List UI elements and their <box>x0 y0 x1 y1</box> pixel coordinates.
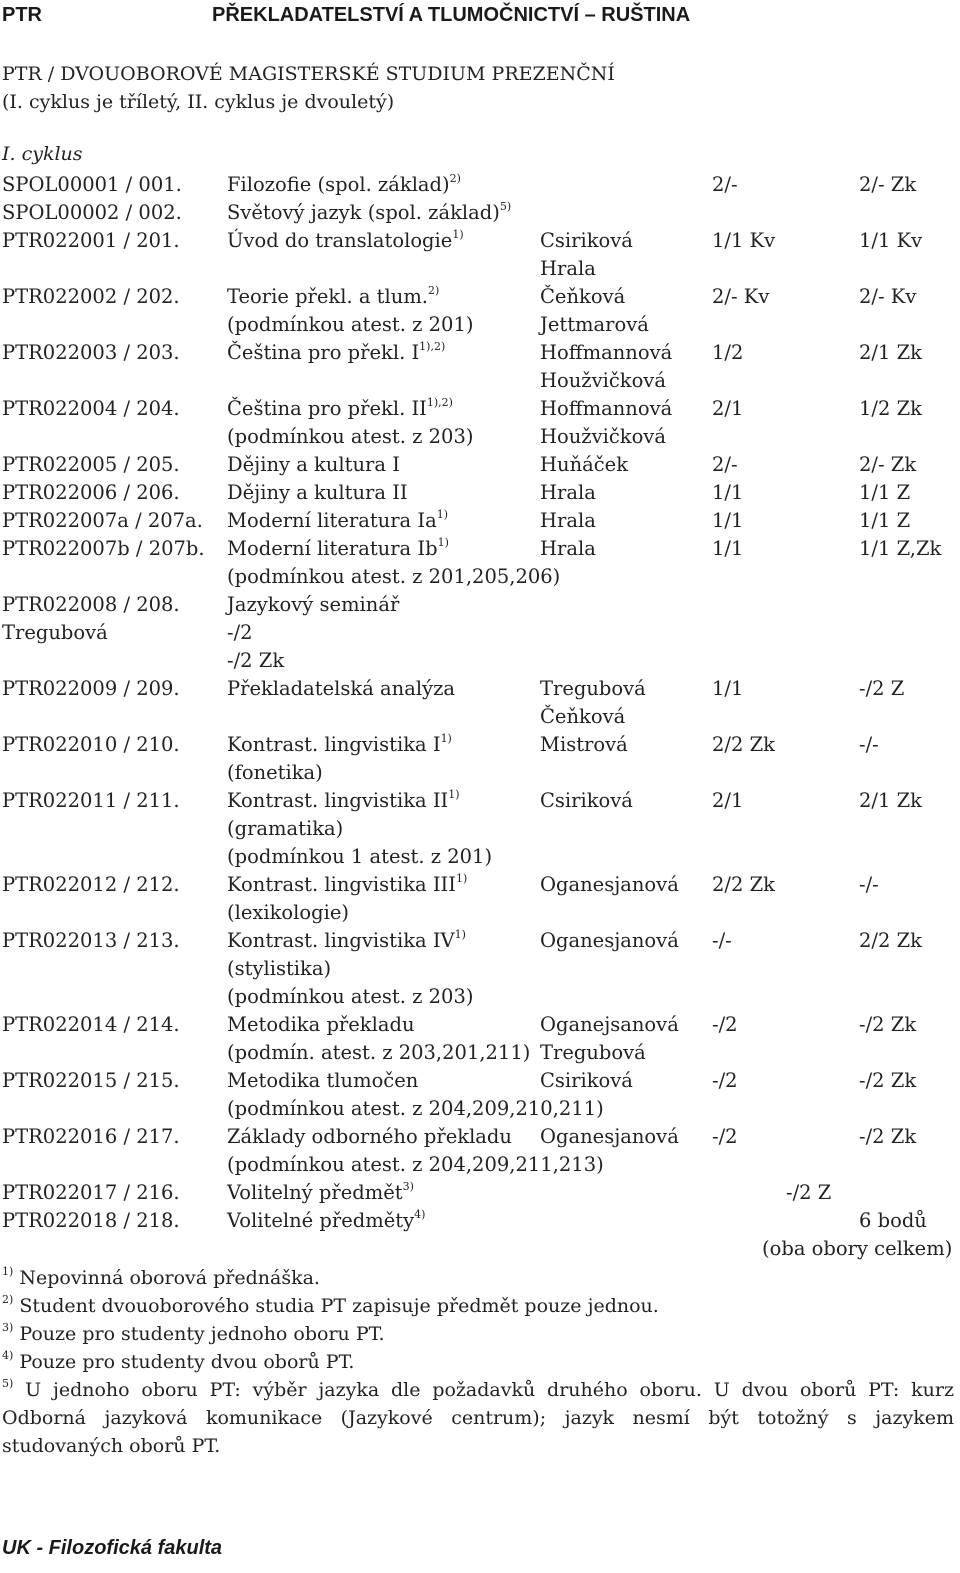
course-subject <box>227 1207 425 1235</box>
course-subject <box>227 731 452 759</box>
page-footer: UK - Filozofická fakulta <box>2 1537 223 1559</box>
course-code: SPOL00001 / 001. <box>2 173 182 196</box>
course-code: PTR022014 / 214. <box>2 1013 180 1036</box>
course-subject <box>227 451 400 479</box>
subject-text: (fonetika) <box>227 761 323 784</box>
footnote-mark: 2) <box>449 172 461 185</box>
table-row <box>2 983 960 1011</box>
table-row <box>2 171 960 199</box>
subject-text: Dějiny a kultura II <box>227 481 408 504</box>
teacher: Csiriková <box>540 229 633 252</box>
footnote-mark: 4) <box>2 1349 14 1362</box>
course-subject <box>227 983 473 1011</box>
subject-text: (podmínkou atest. z 204,209,210,211) <box>227 1097 604 1120</box>
summer-hours: -/2 Zk <box>859 1013 917 1036</box>
summer-hours: 1/1 Z <box>859 481 911 504</box>
course-code: PTR022003 / 203. <box>2 341 180 364</box>
course-code: PTR022013 / 213. <box>2 929 180 952</box>
elective-points: 6 bodů <box>859 1209 927 1232</box>
elective-note: (oba obory celkem) <box>762 1237 953 1260</box>
table-row-note <box>2 1235 960 1263</box>
footnotes <box>2 1264 954 1460</box>
winter-hours: -/2 <box>712 1013 738 1036</box>
subject-text: -/2 <box>227 621 253 644</box>
table-row <box>2 899 960 927</box>
table-row <box>2 423 960 451</box>
header-code: PTR <box>2 4 42 26</box>
teacher: Mistrová <box>540 733 628 756</box>
subject-text: (podmínkou atest. z 203) <box>227 985 474 1008</box>
course-code: PTR022004 / 204. <box>2 397 180 420</box>
footnote-mark: 2) <box>428 284 440 297</box>
course-code: PTR022011 / 211. <box>2 789 180 812</box>
teacher: Oganejsanová <box>540 1013 679 1036</box>
course-subject <box>227 1123 512 1151</box>
winter-hours: 2/1 <box>712 789 744 812</box>
table-row <box>2 339 960 367</box>
teacher: Houžvičková <box>540 369 666 392</box>
footnote-mark: 3) <box>402 1180 414 1193</box>
teacher: Hrala <box>540 257 596 280</box>
footnote-text: Student dvouoborového studia PT zapisuje předmět pouze jednou. <box>19 1295 659 1317</box>
elective-hours: -/2 Z <box>786 1181 832 1204</box>
teacher: Oganesjanová <box>540 1125 679 1148</box>
table-row <box>2 1067 960 1095</box>
course-subject <box>227 955 331 983</box>
course-subject <box>227 535 449 563</box>
header-title: PŘEKLADATELSTVÍ A TLUMOČNICTVÍ – RUŠTINA <box>212 4 691 26</box>
course-code: PTR022001 / 201. <box>2 229 180 252</box>
table-row <box>2 619 960 647</box>
footnote-mark: 5) <box>2 1377 14 1390</box>
winter-hours: 1/1 Kv <box>712 229 776 252</box>
subject-text: Světový jazyk (spol. základ) <box>227 201 500 224</box>
table-row <box>2 367 960 395</box>
winter-hours: 1/1 <box>712 481 744 504</box>
course-subject <box>227 311 473 339</box>
course-subject <box>227 871 467 899</box>
table-row <box>2 1123 960 1151</box>
course-subject <box>227 227 464 255</box>
table-row <box>2 731 960 759</box>
course-code: PTR022006 / 206. <box>2 481 180 504</box>
subject-text: Volitelný předmět <box>227 1181 403 1204</box>
course-subject <box>227 1151 604 1179</box>
subtitle-line-2: (I. cyklus je tříletý, II. cyklus je dvouletý) <box>2 91 395 113</box>
footnote-mark: 1) <box>454 928 466 941</box>
footnote-mark: 1),2) <box>419 340 446 353</box>
summer-hours: 2/2 Zk <box>859 929 922 952</box>
course-subject <box>227 675 455 703</box>
subject-text: (podmínkou atest. z 204,209,211,213) <box>227 1153 604 1176</box>
subject-text: Základy odborného překladu <box>227 1125 512 1148</box>
winter-hours: 2/- Kv <box>712 285 770 308</box>
footnote <box>2 1264 954 1292</box>
course-subject <box>227 339 445 367</box>
table-row <box>2 759 960 787</box>
table-row <box>2 451 960 479</box>
course-subject <box>227 1067 418 1095</box>
teacher: Huňáček <box>540 453 629 476</box>
course-code: SPOL00002 / 002. <box>2 201 182 224</box>
course-subject <box>227 787 460 815</box>
teacher: Oganesjanová <box>540 873 679 896</box>
summer-hours: 2/1 Zk <box>859 789 922 812</box>
footnote-mark: 1) <box>2 1265 14 1278</box>
program-subtitle <box>2 60 615 116</box>
subject-text: Dějiny a kultura I <box>227 453 400 476</box>
summer-hours: 2/1 Zk <box>859 341 922 364</box>
table-row <box>2 311 960 339</box>
summer-hours: -/- <box>859 733 879 756</box>
table-row <box>2 927 960 955</box>
subject-text: Kontrast. lingvistika IV <box>227 929 455 952</box>
table-row <box>2 1095 960 1123</box>
course-code: PTR022012 / 212. <box>2 873 180 896</box>
course-subject <box>227 283 439 311</box>
teacher: Tregubová <box>540 1041 646 1064</box>
summer-hours: 1/1 Kv <box>859 229 923 252</box>
summer-hours: -/2 Zk <box>859 1069 917 1092</box>
summer-hours: 1/1 Z,Zk <box>859 537 942 560</box>
subject-text: -/2 Zk <box>227 649 285 672</box>
subject-text: Metodika překladu <box>227 1013 415 1036</box>
table-row-volitelne <box>2 1207 960 1235</box>
footnote-mark: 1) <box>440 732 452 745</box>
table-row <box>2 283 960 311</box>
subject-text: Volitelné předměty <box>227 1209 415 1232</box>
teacher: Houžvičková <box>540 425 666 448</box>
course-code: PTR022005 / 205. <box>2 453 180 476</box>
course-subject <box>227 899 349 927</box>
table-row-volitelny <box>2 1179 960 1207</box>
subject-text: Úvod do translatologie <box>227 229 453 252</box>
footnote-mark: 5) <box>499 200 512 213</box>
subject-text: Moderní literatura Ib <box>227 537 438 560</box>
winter-hours: 1/1 <box>712 677 744 700</box>
course-code: PTR022017 / 216. <box>2 1181 180 1204</box>
table-row <box>2 955 960 983</box>
winter-hours: -/2 <box>712 1125 738 1148</box>
course-code: Tregubová <box>2 621 108 644</box>
course-subject <box>227 759 323 787</box>
course-subject <box>227 927 466 955</box>
footnote-text: Nepovinná oborová přednáška. <box>19 1267 320 1289</box>
table-row <box>2 395 960 423</box>
course-table <box>2 171 960 1263</box>
winter-hours: 2/2 Zk <box>712 733 775 756</box>
teacher: Hrala <box>540 509 596 532</box>
table-row <box>2 703 960 731</box>
table-row <box>2 815 960 843</box>
subject-text: (podmínkou atest. z 201,205,206) <box>227 565 561 588</box>
table-row <box>2 1151 960 1179</box>
table-row <box>2 787 960 815</box>
table-row <box>2 227 960 255</box>
footnote-text: U jednoho oboru PT: výběr jazyka dle požadavků druhého oboru. U dvou oborů PT: kurz Odborná jazyková komunikace (Jazykové centrum); jazyk nesmí být totožný s jazykem studovaných oborů PT. <box>2 1379 954 1457</box>
teacher: Tregubová <box>540 677 646 700</box>
footnote-mark: 1) <box>436 508 449 521</box>
subject-text: Kontrast. lingvistika III <box>227 873 456 896</box>
course-code: PTR022008 / 208. <box>2 593 180 616</box>
teacher: Csiriková <box>540 789 633 812</box>
teacher: Čeňková <box>540 285 626 308</box>
subject-text: (lexikologie) <box>227 901 350 924</box>
course-subject <box>227 1039 530 1067</box>
subject-text: (podmínkou atest. z 201) <box>227 313 474 336</box>
course-subject <box>227 507 448 535</box>
subject-text: Teorie překl. a tlum. <box>227 285 429 308</box>
footnote-mark: 1),2) <box>426 396 453 409</box>
subject-text: (podmín. atest. z 203,201,211) <box>227 1041 531 1064</box>
summer-hours: 2/- Kv <box>859 285 917 308</box>
teacher: Hoffmannová <box>540 341 673 364</box>
footnote-mark: 1) <box>448 788 460 801</box>
footnote-mark: 3) <box>2 1321 14 1334</box>
teacher: Jettmarová <box>540 313 649 336</box>
table-row <box>2 563 960 591</box>
course-subject <box>227 1179 414 1207</box>
table-row <box>2 507 960 535</box>
course-subject <box>227 647 284 675</box>
course-subject <box>227 843 492 871</box>
winter-hours: -/- <box>712 929 732 952</box>
footnote <box>2 1376 954 1460</box>
summer-hours: -/2 Z <box>859 677 905 700</box>
footnote-mark: 1) <box>452 228 464 241</box>
subject-text: Překladatelská analýza <box>227 677 455 700</box>
winter-hours: 2/1 <box>712 397 744 420</box>
course-code: PTR022002 / 202. <box>2 285 180 308</box>
course-code: PTR022018 / 218. <box>2 1209 180 1232</box>
table-row <box>2 479 960 507</box>
teacher: Hoffmannová <box>540 397 673 420</box>
footnote-mark: 1) <box>437 536 449 549</box>
subject-text: Čeština pro překl. II <box>227 397 427 420</box>
winter-hours: 1/1 <box>712 537 744 560</box>
footnote-mark: 4) <box>414 1208 426 1221</box>
subject-text: (gramatika) <box>227 817 344 840</box>
teacher: Oganesjanová <box>540 929 679 952</box>
subject-text: Metodika tlumočen <box>227 1069 419 1092</box>
course-subject <box>227 423 473 451</box>
teacher: Čeňková <box>540 705 626 728</box>
winter-hours: 1/2 <box>712 341 744 364</box>
table-row <box>2 255 960 283</box>
teacher: Hrala <box>540 537 596 560</box>
footnote-text: Pouze pro studenty jednoho oboru PT. <box>19 1323 385 1345</box>
footnote <box>2 1348 954 1376</box>
subject-text: (podmínkou atest. z 203) <box>227 425 474 448</box>
table-row <box>2 871 960 899</box>
subject-text: Moderní literatura Ia <box>227 509 437 532</box>
summer-hours: 2/- Zk <box>859 453 917 476</box>
table-row <box>2 199 960 227</box>
subject-text: Čeština pro překl. I <box>227 341 420 364</box>
table-row <box>2 647 960 675</box>
summer-hours: 1/2 Zk <box>859 397 922 420</box>
course-subject <box>227 1011 415 1039</box>
subject-text: (stylistika) <box>227 957 332 980</box>
winter-hours: -/2 <box>712 1069 738 1092</box>
summer-hours: 1/1 Z <box>859 509 911 532</box>
subject-text: Jazykový seminář <box>227 593 400 616</box>
table-row <box>2 1011 960 1039</box>
winter-hours: 2/2 Zk <box>712 873 775 896</box>
teacher: Hrala <box>540 481 596 504</box>
cycle-label: I. cyklus <box>2 143 83 165</box>
winter-hours: 2/- <box>712 173 738 196</box>
subtitle-line-1: PTR / DVOUOBOROVÉ MAGISTERSKÉ STUDIUM PREZENČNÍ <box>2 63 615 85</box>
course-code: PTR022007b / 207b. <box>2 537 205 560</box>
footnote <box>2 1320 954 1348</box>
course-subject <box>227 563 560 591</box>
course-subject <box>227 171 461 199</box>
subject-text: (podmínkou 1 atest. z 201) <box>227 845 493 868</box>
course-code: PTR022007a / 207a. <box>2 509 203 532</box>
course-code: PTR022010 / 210. <box>2 733 180 756</box>
teacher: Csiriková <box>540 1069 633 1092</box>
summer-hours: -/- <box>859 873 879 896</box>
table-row <box>2 675 960 703</box>
winter-hours: 2/- <box>712 453 738 476</box>
course-code: PTR022015 / 215. <box>2 1069 180 1092</box>
course-code: PTR022009 / 209. <box>2 677 180 700</box>
subject-text: Kontrast. lingvistika II <box>227 789 449 812</box>
course-subject <box>227 395 453 423</box>
summer-hours: -/2 Zk <box>859 1125 917 1148</box>
footnote-text: Pouze pro studenty dvou oborů PT. <box>19 1351 355 1373</box>
subject-text: Kontrast. lingvistika I <box>227 733 441 756</box>
course-code: PTR022016 / 217. <box>2 1125 180 1148</box>
subject-text: Filozofie (spol. základ) <box>227 173 450 196</box>
table-row <box>2 1039 960 1067</box>
table-row <box>2 843 960 871</box>
page-header <box>2 4 960 30</box>
footnote-mark: 1) <box>455 872 468 885</box>
course-subject <box>227 199 511 227</box>
footnote-mark: 2) <box>2 1293 14 1306</box>
winter-hours: 1/1 <box>712 509 744 532</box>
table-row <box>2 591 960 619</box>
course-subject <box>227 591 399 619</box>
course-subject <box>227 1095 604 1123</box>
course-subject <box>227 479 408 507</box>
footnote <box>2 1292 954 1320</box>
course-subject <box>227 815 343 843</box>
course-subject <box>227 619 253 647</box>
summer-hours: 2/- Zk <box>859 173 917 196</box>
table-row <box>2 535 960 563</box>
